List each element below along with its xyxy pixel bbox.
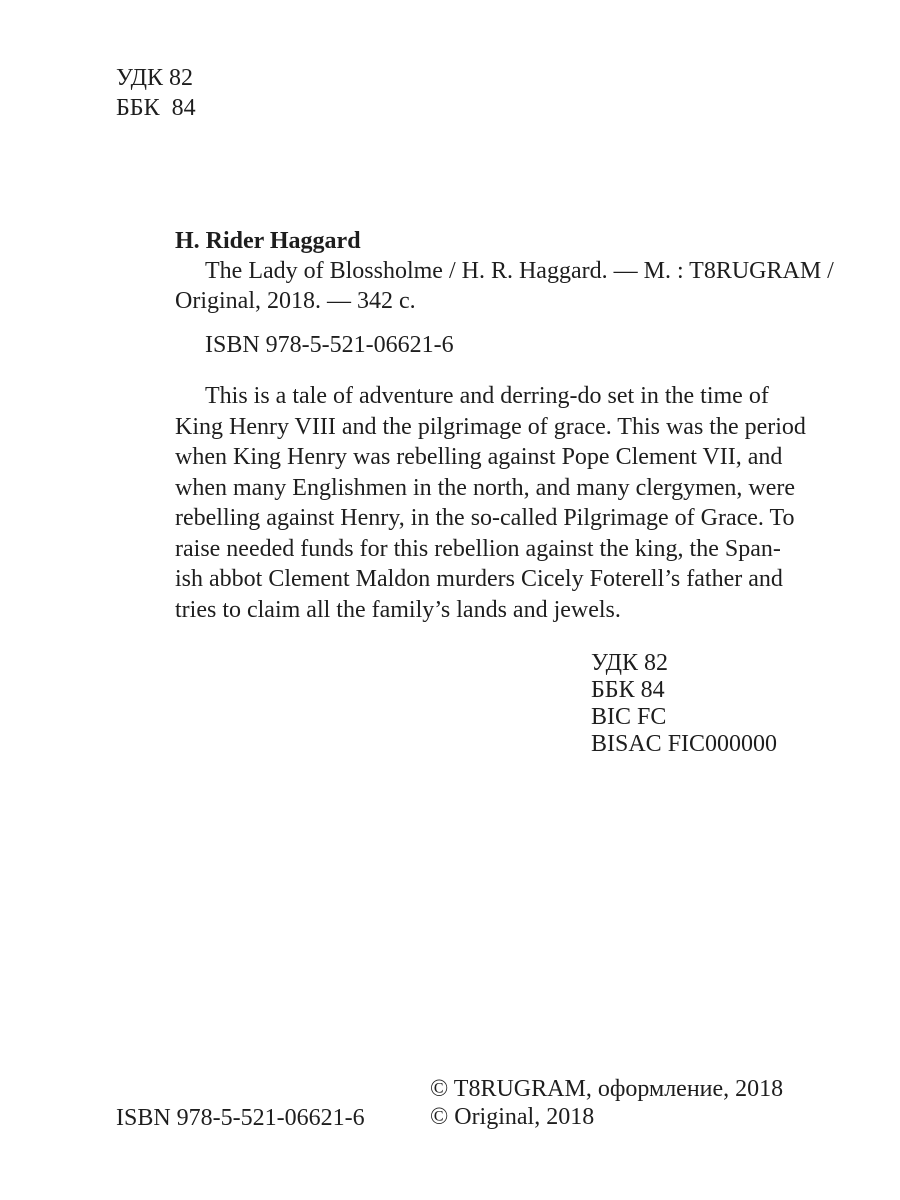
- bisac-code: BISAC FIC000000: [591, 731, 778, 757]
- footer-isbn: [116, 1103, 365, 1133]
- author-name: H. Rider Haggard: [175, 228, 361, 254]
- isbn-record: [205, 330, 454, 360]
- abstract-line: tries to claim all the family’s lands and jewels.: [175, 596, 621, 623]
- bbk-code: ББК 84: [116, 95, 196, 121]
- abstract-line: rebelling against Henry, in the so-called Pilgrimage of Grace. To: [175, 505, 795, 531]
- abstract-line: when many Englishmen in the north, and many clergymen, were: [175, 474, 796, 501]
- abstract-line: King Henry VIII and the pilgrimage of grace. This was the period: [175, 413, 806, 440]
- abstract-line: raise needed funds for this rebellion against the king, the Span-: [175, 535, 781, 562]
- abstract-line: ish abbot Clement Maldon murders Cicely Foterell’s father and: [175, 566, 783, 592]
- bibliographic-record: [175, 226, 834, 316]
- copyright-notices: [430, 1075, 783, 1131]
- abstract-line: This is a tale of adventure and derring-do set in the time of: [205, 383, 769, 409]
- udk-code: УДК 82: [116, 65, 193, 91]
- copyright-original: © Original, 2018: [430, 1104, 595, 1130]
- classification-codes: [591, 650, 777, 758]
- bic-code: BIC FC: [591, 704, 667, 730]
- abstract-line: when King Henry was rebelling against Pope Clement VII, and: [175, 444, 783, 470]
- isbn-number: ISBN 978-5-521-06621-6: [116, 1105, 365, 1131]
- title-line-1: The Lady of Blossholme / H. R. Haggard. — M. : T8RUGRAM /: [205, 258, 834, 284]
- abstract-paragraph: [175, 381, 806, 625]
- isbn-number: ISBN 978-5-521-06621-6: [205, 332, 454, 358]
- bbk-code: ББК 84: [591, 677, 665, 703]
- copyright-design: © T8RUGRAM, оформление, 2018: [430, 1076, 784, 1102]
- udk-code: УДК 82: [591, 650, 668, 676]
- top-classification-codes: [116, 63, 196, 123]
- title-line-2: Original, 2018. — 342 с.: [175, 288, 416, 314]
